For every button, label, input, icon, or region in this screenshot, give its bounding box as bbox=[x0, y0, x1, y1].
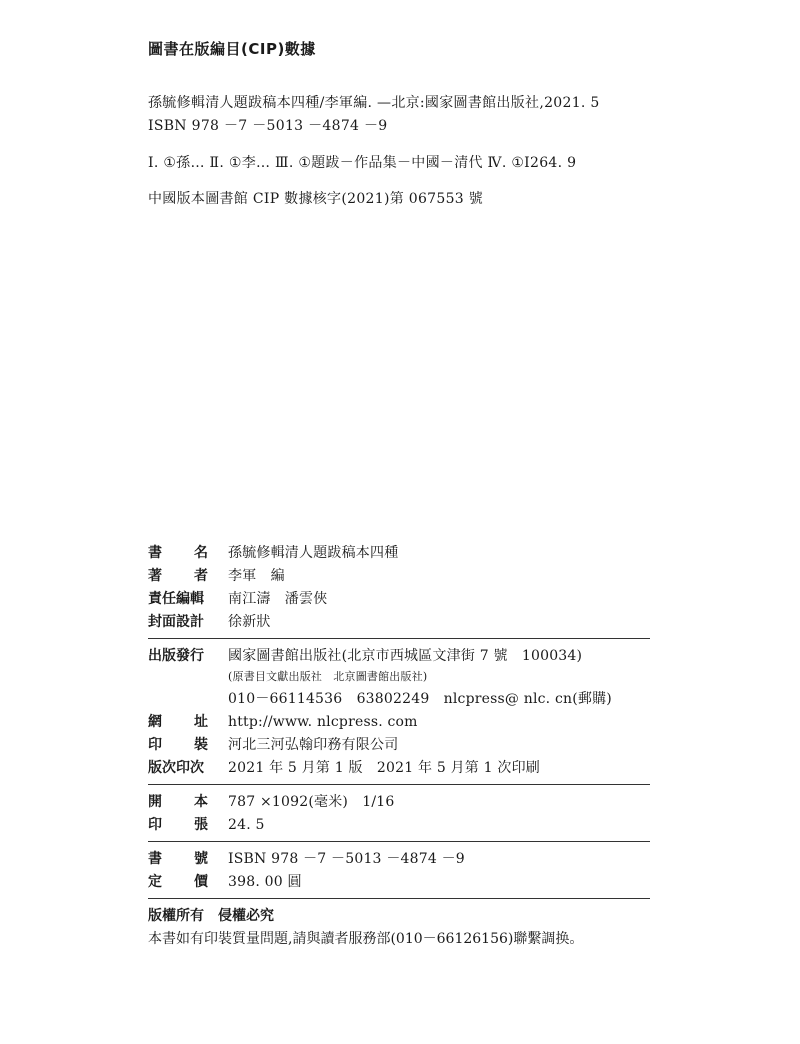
row-format bbox=[148, 791, 650, 814]
row-price bbox=[148, 871, 650, 894]
price-value: 398. 00 圓 bbox=[228, 874, 302, 890]
row-edition bbox=[148, 757, 650, 780]
row-isbn bbox=[148, 848, 650, 871]
website-value: http://www. nlcpress. com bbox=[228, 714, 418, 730]
row-publisher bbox=[148, 645, 650, 668]
colophon-group-publishing bbox=[148, 645, 650, 785]
row-editor bbox=[148, 588, 650, 611]
editor-label: 責任編輯 bbox=[148, 591, 204, 607]
format-value: 787 ×1092(毫米) 1/16 bbox=[228, 794, 395, 810]
publisher-label: 出版發行 bbox=[148, 648, 204, 664]
row-website bbox=[148, 711, 650, 734]
colophon-group-credits bbox=[148, 542, 650, 639]
title-label: 書 名 bbox=[148, 545, 208, 561]
isbn-value: ISBN 978 －7 －5013 －4874 －9 bbox=[228, 851, 465, 867]
sheets-label: 印 張 bbox=[148, 817, 208, 833]
edition-label: 版次印次 bbox=[148, 760, 204, 776]
author-label: 著 者 bbox=[148, 568, 208, 584]
publisher-value: 國家圖書館出版社(北京市西城區文津街 7 號 100034) bbox=[228, 648, 583, 664]
rights-title: 版權所有 侵權必究 bbox=[148, 908, 274, 924]
row-printer bbox=[148, 734, 650, 757]
cover-design-label: 封面設計 bbox=[148, 614, 204, 630]
cip-verification-line: 中國版本圖書館 CIP 數據核字(2021)第 067553 號 bbox=[148, 191, 484, 207]
isbn-label: 書 號 bbox=[148, 851, 208, 867]
editor-value: 南江濤 潘雲俠 bbox=[228, 591, 328, 607]
cip-heading: 圖書在版編目(CIP)數據 bbox=[148, 40, 316, 58]
price-label: 定 價 bbox=[148, 874, 208, 890]
author-value: 李軍 編 bbox=[228, 568, 285, 584]
sheets-value: 24. 5 bbox=[228, 817, 265, 833]
rights-note: 本書如有印裝質量問題,請與讀者服務部(010－66126156)聯繫調换。 bbox=[148, 931, 584, 947]
printer-label: 印 裝 bbox=[148, 737, 208, 753]
cip-isbn-line: ISBN 978 －7 －5013 －4874 －9 bbox=[148, 118, 388, 134]
publisher-contact: 010－66114536 63802249 nlcpress@ nlc. cn(郵購) bbox=[228, 691, 612, 707]
printer-value: 河北三河弘翰印務有限公司 bbox=[228, 737, 399, 753]
cip-classification-line: Ⅰ. ①孫… Ⅱ. ①李… Ⅲ. ①題跋－作品集－中國－清代 Ⅳ. ①I264. 9 bbox=[148, 155, 577, 171]
row-publisher-contact bbox=[148, 688, 650, 711]
colophon-group-isbn-price bbox=[148, 848, 650, 899]
publisher-former-names: (原書目文獻出版社 北京圖書館出版社) bbox=[228, 670, 428, 683]
row-title bbox=[148, 542, 650, 565]
cover-design-value: 徐新狀 bbox=[228, 614, 271, 630]
colophon bbox=[148, 542, 650, 951]
website-label: 網 址 bbox=[148, 714, 208, 730]
row-author bbox=[148, 565, 650, 588]
edition-value: 2021 年 5 月第 1 版 2021 年 5 月第 1 次印刷 bbox=[228, 760, 540, 776]
cip-entry-line: 孫毓修輯清人題跋稿本四種/李軍編. —北京:國家圖書館出版社,2021. 5 bbox=[148, 95, 600, 111]
colophon-group-format bbox=[148, 791, 650, 842]
row-cover-design bbox=[148, 611, 650, 634]
row-publisher-former bbox=[148, 668, 650, 688]
title-value: 孫毓修輯清人題跋稿本四種 bbox=[228, 545, 399, 561]
format-label: 開 本 bbox=[148, 794, 208, 810]
row-sheets bbox=[148, 814, 650, 837]
